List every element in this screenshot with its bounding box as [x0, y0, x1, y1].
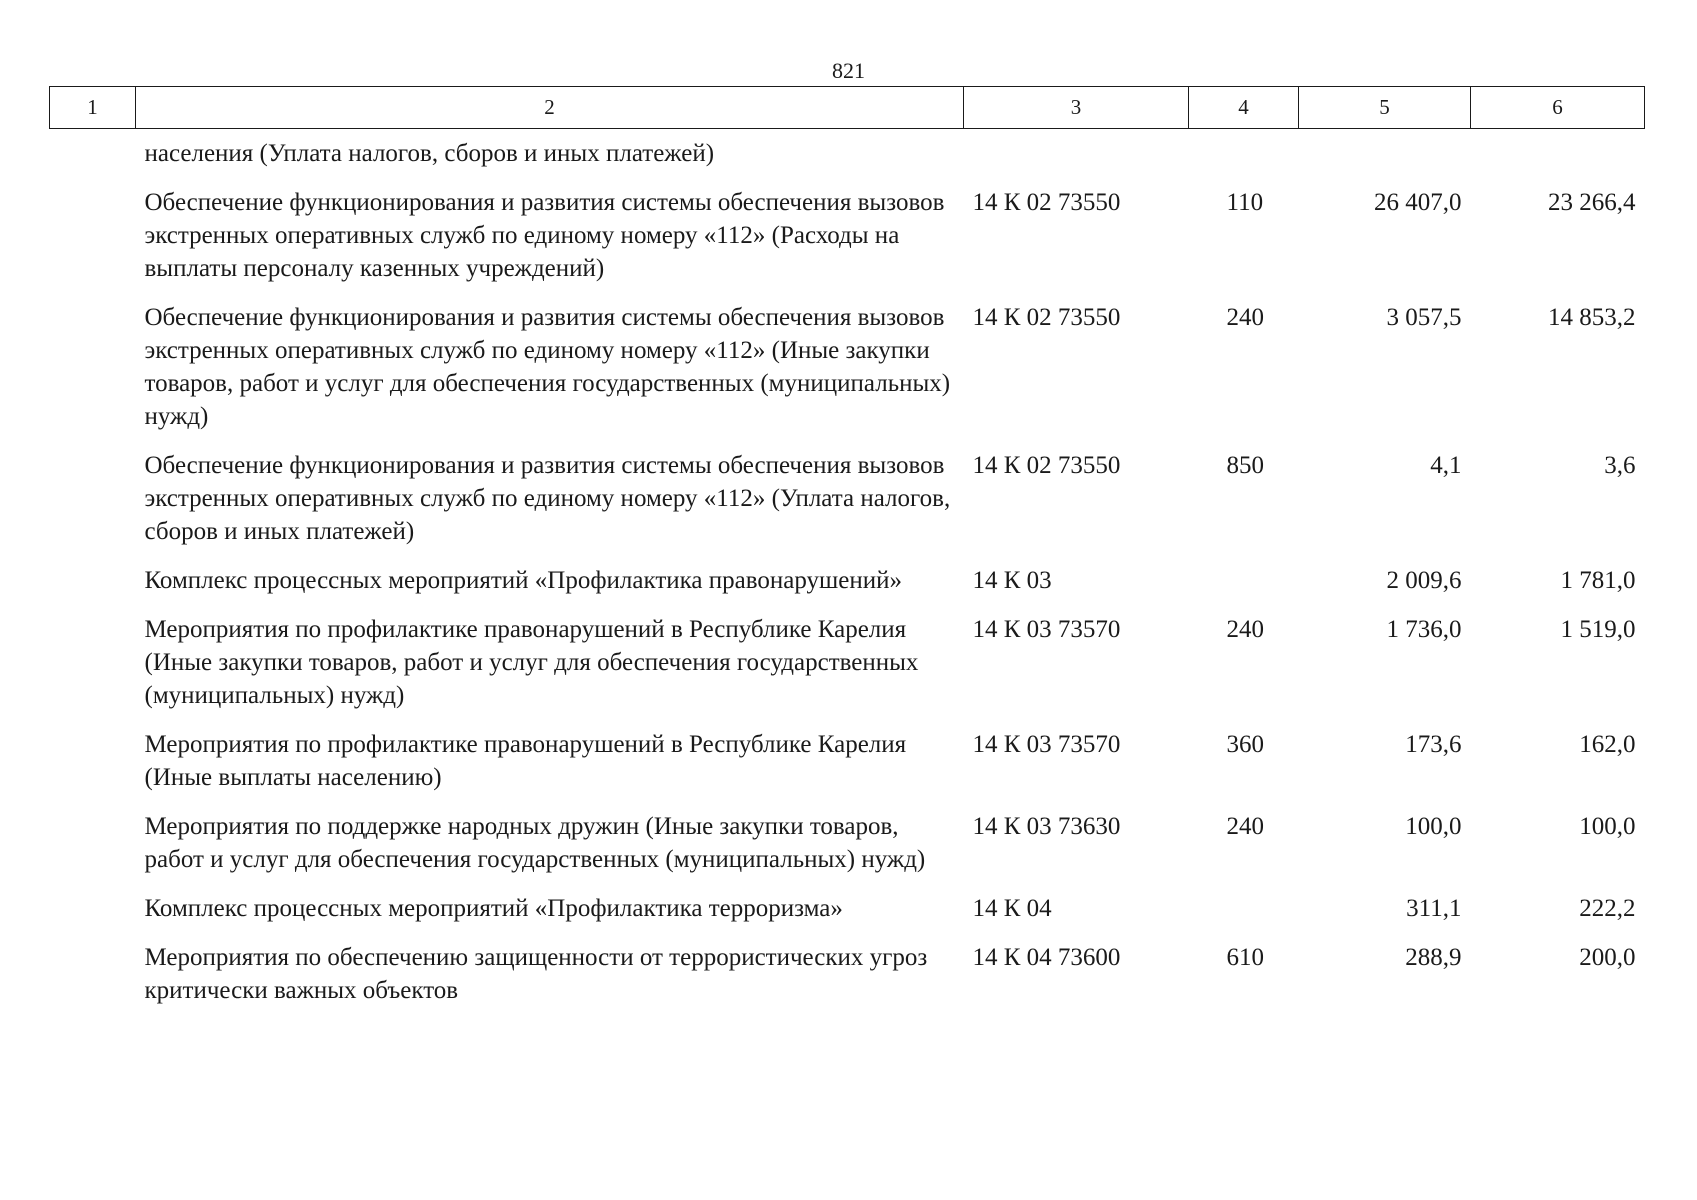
row-amount-col6: 162,0: [1579, 731, 1636, 758]
table-row: [50, 810, 1645, 892]
row-amount-col6: [1471, 129, 1645, 187]
row-index-cell: [50, 728, 136, 810]
row-amount-col5: 311,1: [1406, 895, 1462, 922]
budget-table: [49, 86, 1645, 1023]
row-index-cell: [50, 564, 136, 613]
row-target-article: 14 К 04: [972, 895, 1052, 922]
row-amount-col6: 3,6: [1604, 452, 1636, 479]
row-index-cell: [50, 301, 136, 449]
table-header: [50, 87, 1645, 129]
row-amount-col6: 1 781,0: [1560, 567, 1636, 594]
row-amount-col5: 3 057,5: [1386, 304, 1462, 331]
row-amount-col5: 173,6: [1405, 731, 1462, 758]
row-target-article: 14 К 02 73550: [972, 189, 1121, 216]
column-header-1: 1: [50, 87, 136, 129]
table-row: [50, 564, 1645, 613]
row-name: населения (Уплата налогов, сборов и иных платежей): [144, 140, 715, 167]
row-expense-type: 110: [1226, 189, 1264, 216]
row-name: Мероприятия по обеспечению защищенности от террористических угроз критически важных объектов: [144, 944, 928, 1004]
row-amount-col6: 200,0: [1579, 944, 1636, 971]
table-row: [50, 941, 1645, 1023]
row-expense-type: 240: [1226, 813, 1264, 840]
row-amount-col5: 2 009,6: [1386, 567, 1462, 594]
row-amount-col6: 222,2: [1579, 895, 1636, 922]
table-row: [50, 613, 1645, 728]
row-amount-col5: 100,0: [1405, 813, 1462, 840]
row-amount-col6: 100,0: [1579, 813, 1636, 840]
row-expense-type: 850: [1226, 452, 1264, 479]
row-index-cell: [50, 941, 136, 1023]
row-target-article: 14 К 03 73570: [972, 731, 1121, 758]
row-target-article: [964, 129, 1189, 187]
column-header-5: 5: [1299, 87, 1471, 129]
row-amount-col5: 1 736,0: [1386, 616, 1462, 643]
row-amount-col5: 4,1: [1430, 452, 1462, 479]
row-target-article: 14 К 02 73550: [972, 304, 1121, 331]
table-row: [50, 892, 1645, 941]
page-number: 821: [832, 58, 865, 83]
row-index-cell: [50, 129, 136, 187]
row-amount-col6: 14 853,2: [1548, 304, 1636, 331]
table-row: [50, 129, 1645, 187]
row-amount-col6: 23 266,4: [1548, 189, 1636, 216]
row-target-article: 14 К 03 73630: [972, 813, 1121, 840]
row-target-article: 14 К 04 73600: [972, 944, 1121, 971]
column-header-2: 2: [136, 87, 964, 129]
row-target-article: 14 К 02 73550: [972, 452, 1121, 479]
table-row: [50, 449, 1645, 564]
row-expense-type: 610: [1226, 944, 1264, 971]
row-amount-col5: 26 407,0: [1374, 189, 1462, 216]
row-expense-type: [1189, 564, 1299, 613]
row-name: Комплекс процессных мероприятий «Профилактика терроризма»: [144, 895, 843, 922]
row-amount-col5: [1299, 129, 1471, 187]
row-index-cell: [50, 449, 136, 564]
table-body: [50, 129, 1645, 1024]
table-row: [50, 301, 1645, 449]
table-row: [50, 728, 1645, 810]
row-expense-type: 240: [1226, 304, 1264, 331]
row-expense-type: [1189, 892, 1299, 941]
row-name: Мероприятия по поддержке народных дружин (Иные закупки товаров, работ и услуг для обеспечения государственных (муниципальных) нужд): [144, 813, 926, 873]
row-index-cell: [50, 892, 136, 941]
row-name: Обеспечение функционирования и развития системы обеспечения вызовов экстренных оперативных служб по единому номеру «112» (Расходы на выплаты персоналу казенных учреждений): [144, 189, 945, 282]
row-name: Обеспечение функционирования и развития системы обеспечения вызовов экстренных оперативных служб по единому номеру «112» (Уплата налогов, сборов и иных платежей): [144, 452, 951, 545]
row-name: Мероприятия по профилактике правонарушений в Республике Карелия (Иные выплаты населению): [144, 731, 907, 791]
row-target-article: 14 К 03 73570: [972, 616, 1121, 643]
row-expense-type: 360: [1226, 731, 1264, 758]
row-amount-col5: 288,9: [1405, 944, 1462, 971]
row-name: Мероприятия по профилактике правонарушений в Республике Карелия (Иные закупки товаров, работ и услуг для обеспечения государственных (муниципальных) нужд): [144, 616, 919, 709]
column-header-3: 3: [964, 87, 1189, 129]
row-name: Комплекс процессных мероприятий «Профилактика правонарушений»: [144, 567, 902, 594]
row-target-article: 14 К 03: [972, 567, 1052, 594]
row-amount-col6: 1 519,0: [1560, 616, 1636, 643]
column-header-4: 4: [1189, 87, 1299, 129]
row-index-cell: [50, 186, 136, 301]
row-expense-type: 240: [1226, 616, 1264, 643]
row-name: Обеспечение функционирования и развития системы обеспечения вызовов экстренных оперативных служб по единому номеру «112» (Иные закупки товаров, работ и услуг для обеспечения государственных (муниципальных) нужд): [144, 304, 951, 430]
row-expense-type: [1189, 129, 1299, 187]
column-header-6: 6: [1471, 87, 1645, 129]
row-index-cell: [50, 613, 136, 728]
header-row: [50, 87, 1645, 129]
row-index-cell: [50, 810, 136, 892]
table-row: [50, 186, 1645, 301]
